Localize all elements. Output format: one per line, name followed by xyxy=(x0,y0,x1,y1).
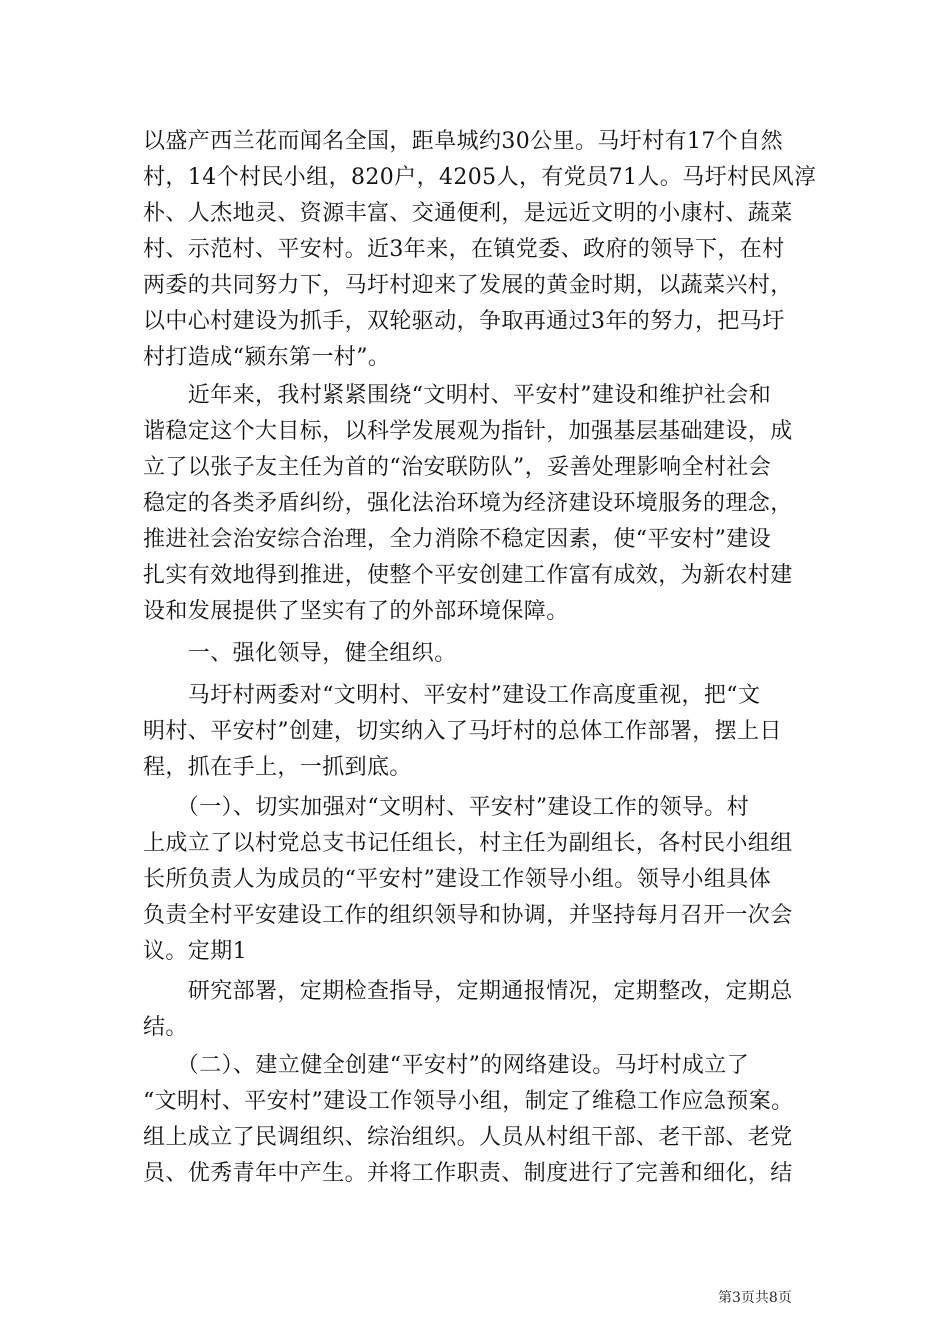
text-line: 谐稳定这个大目标，以科学发展观为指针，加强基层基础建设，成 xyxy=(143,419,793,444)
text-line: 以中心村建设为抓手，双轮驱动，争取再通过3年的努力，把马圩 xyxy=(143,309,785,334)
text-line: 组上成立了民调组织、综治组织。人员从村组干部、老干部、老党 xyxy=(143,1125,793,1150)
text-line: 结。 xyxy=(143,1015,188,1040)
text-line: 两委的共同努力下，马圩村迎来了发展的黄金时期，以蔬菜兴村， xyxy=(143,273,793,298)
section-heading: 一、强化领导，健全组织。 xyxy=(143,641,457,666)
text-line: 以盛产西兰花而闻名全国，距阜城约30公里。马圩村有17个自然 xyxy=(143,129,783,154)
text-line: 员、优秀青年中产生。并将工作职责、制度进行了完善和细化，结 xyxy=(143,1161,793,1186)
text-line: 设和发展提供了坚实有了的外部环境保障。 xyxy=(143,599,569,624)
text-line: 稳定的各类矛盾纠纷，强化法治环境为经济建设环境服务的理念， xyxy=(143,491,793,516)
text-line: 推进社会治安综合治理，全力消除不稳定因素，使“平安村”建设 xyxy=(143,527,772,552)
text-line: 马圩村两委对“文明村、平安村”建设工作高度重视，把“文 xyxy=(143,683,761,708)
text-line: （一）、切实加强对“文明村、平安村”建设工作的领导。村 xyxy=(143,795,750,820)
text-line: 近年来，我村紧紧围绕“文明村、平安村”建设和维护社会和 xyxy=(143,383,772,408)
text-line: 村打造成“颍东第一村”。 xyxy=(143,345,391,370)
text-line: 上成立了以村党总支书记任组长，村主任为副组长，各村民小组组 xyxy=(143,831,793,856)
text-line: “文明村、平安村”建设工作领导小组，制定了维稳工作应急预案。 xyxy=(143,1089,794,1114)
text-line: 扎实有效地得到推进，使整个平安创建工作富有成效，为新农村建 xyxy=(143,563,793,588)
text-line: 议。定期1 xyxy=(143,939,247,964)
text-line: 村、示范村、平安村。近3年来，在镇党委、政府的领导下，在村 xyxy=(143,237,785,262)
text-line: 村，14个村民小组，820户，4205人，有党员71人。马圩村民风淳 xyxy=(143,165,817,190)
text-line: （二）、建立健全创建“平安村”的网络建设。马圩村成立了 xyxy=(143,1053,750,1078)
text-line: 立了以张子友主任为首的“治安联防队”，妥善处理影响全村社会 xyxy=(143,455,772,480)
text-line: 明村、平安村”创建，切实纳入了马圩村的总体工作部署，摆上日 xyxy=(143,719,782,744)
page-number: 第3页共8页 xyxy=(718,1290,792,1306)
text-line: 负责全村平安建设工作的组织领导和协调，并坚持每月召开一次会 xyxy=(143,903,793,928)
text-line: 长所负责人为成员的“平安村”建设工作领导小组。领导小组具体 xyxy=(143,867,772,892)
text-line: 程，抓在手上，一抓到底。 xyxy=(143,755,412,780)
text-line: 朴、人杰地灵、资源丰富、交通便利，是远近文明的小康村、蔬菜 xyxy=(143,201,793,226)
text-line: 研究部署，定期检查指导，定期通报情况，定期整改，定期总 xyxy=(143,979,793,1004)
